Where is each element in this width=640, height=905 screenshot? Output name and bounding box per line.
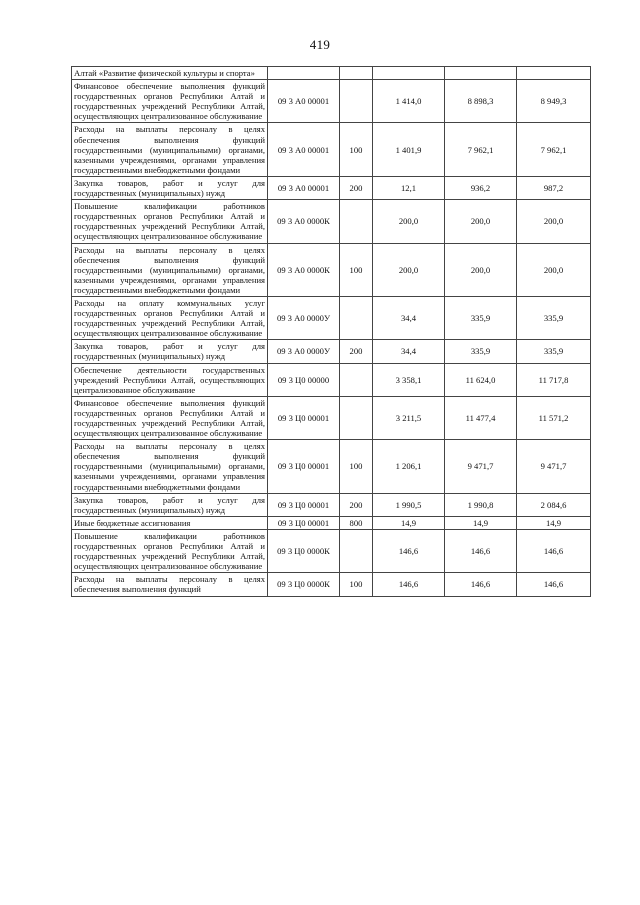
amount-year1-cell: 146,6 xyxy=(373,529,445,572)
amount-year1-cell: 1 401,9 xyxy=(373,123,445,176)
expense-type-code-cell: 100 xyxy=(340,440,373,493)
target-code-cell: 09 3 Ц0 0000К xyxy=(268,573,340,596)
target-code-cell: 09 3 Ц0 0000К xyxy=(268,529,340,572)
expense-type-code-cell xyxy=(340,396,373,439)
expense-type-code-cell: 100 xyxy=(340,573,373,596)
table-row xyxy=(72,340,591,363)
expense-name-cell: Иные бюджетные ассигнования xyxy=(72,516,268,529)
amount-year1-cell: 3 358,1 xyxy=(373,363,445,396)
amount-year1-cell: 200,0 xyxy=(373,200,445,243)
amount-year2-cell: 1 990,8 xyxy=(445,493,517,516)
table-row xyxy=(72,80,591,123)
table-row xyxy=(72,200,591,243)
table-row xyxy=(72,123,591,176)
page-number: 419 xyxy=(309,37,331,52)
amount-year2-cell: 936,2 xyxy=(445,176,517,199)
expense-name-cell: Закупка товаров, работ и услуг для государственных (муниципальных) нужд xyxy=(72,176,268,199)
amount-year3-cell: 335,9 xyxy=(517,340,591,363)
amount-year2-cell: 200,0 xyxy=(445,200,517,243)
amount-year3-cell: 11 571,2 xyxy=(517,396,591,439)
budget-table xyxy=(71,66,591,597)
expense-type-code-cell: 100 xyxy=(340,123,373,176)
amount-year2-cell: 200,0 xyxy=(445,243,517,296)
target-code-cell: 09 3 А0 0000К xyxy=(268,200,340,243)
table-row xyxy=(72,493,591,516)
table-row xyxy=(72,67,591,80)
expense-name-cell: Расходы на выплаты персоналу в целях обеспечения выполнения функций государственными (муниципальными) органами, казенными учреждениями, органами управления государственными внебюджетными фондами xyxy=(72,243,268,296)
amount-year3-cell: 987,2 xyxy=(517,176,591,199)
expense-type-code-cell: 800 xyxy=(340,516,373,529)
amount-year1-cell: 1 206,1 xyxy=(373,440,445,493)
amount-year2-cell: 7 962,1 xyxy=(445,123,517,176)
target-code-cell: 09 3 А0 00001 xyxy=(268,176,340,199)
expense-name-cell: Повышение квалификации работников государственных органов Республики Алтай и государственных учреждений Республики Алтай, осуществляющих централизованное обслуживание xyxy=(72,529,268,572)
table-row xyxy=(72,396,591,439)
amount-year2-cell: 146,6 xyxy=(445,573,517,596)
expense-name-cell: Финансовое обеспечение выполнения функций государственных органов Республики Алтай и государственных учреждений Республики Алтай, осуществляющих централизованное обслуживание xyxy=(72,80,268,123)
expense-name-cell: Расходы на выплаты персоналу в целях обеспечения выполнения функций государственными (муниципальными) органами, казенными учреждениями, органами управления государственными внебюджетными фондами xyxy=(72,440,268,493)
target-code-cell: 09 3 Ц0 00000 xyxy=(268,363,340,396)
target-code-cell: 09 3 А0 00001 xyxy=(268,123,340,176)
target-code-cell: 09 3 Ц0 00001 xyxy=(268,516,340,529)
amount-year3-cell: 2 084,6 xyxy=(517,493,591,516)
expense-type-code-cell: 200 xyxy=(340,493,373,516)
budget-table-body xyxy=(72,67,591,597)
table-row xyxy=(72,176,591,199)
expense-name-cell: Обеспечение деятельности государственных учреждений Республики Алтай, осуществляющих централизованное обслуживание xyxy=(72,363,268,396)
amount-year1-cell: 34,4 xyxy=(373,340,445,363)
amount-year1-cell: 200,0 xyxy=(373,243,445,296)
target-code-cell xyxy=(268,67,340,80)
amount-year2-cell: 335,9 xyxy=(445,296,517,339)
amount-year2-cell xyxy=(445,67,517,80)
target-code-cell: 09 3 А0 0000У xyxy=(268,340,340,363)
amount-year1-cell: 34,4 xyxy=(373,296,445,339)
amount-year3-cell: 11 717,8 xyxy=(517,363,591,396)
table-row xyxy=(72,296,591,339)
expense-type-code-cell xyxy=(340,296,373,339)
amount-year3-cell: 8 949,3 xyxy=(517,80,591,123)
amount-year3-cell: 14,9 xyxy=(517,516,591,529)
expense-name-cell: Закупка товаров, работ и услуг для государственных (муниципальных) нужд xyxy=(72,493,268,516)
amount-year2-cell: 11 624,0 xyxy=(445,363,517,396)
amount-year3-cell: 200,0 xyxy=(517,200,591,243)
table-row xyxy=(72,573,591,596)
amount-year3-cell: 9 471,7 xyxy=(517,440,591,493)
amount-year3-cell xyxy=(517,67,591,80)
target-code-cell: 09 3 Ц0 00001 xyxy=(268,396,340,439)
expense-type-code-cell xyxy=(340,67,373,80)
amount-year1-cell: 146,6 xyxy=(373,573,445,596)
target-code-cell: 09 3 Ц0 00001 xyxy=(268,493,340,516)
expense-name-cell: Закупка товаров, работ и услуг для государственных (муниципальных) нужд xyxy=(72,340,268,363)
expense-name-cell: Расходы на оплату коммунальных услуг государственных органов Республики Алтай и государственных учреждений Республики Алтай, осуществляющих централизованное обслуживание xyxy=(72,296,268,339)
amount-year3-cell: 146,6 xyxy=(517,573,591,596)
expense-type-code-cell: 100 xyxy=(340,243,373,296)
amount-year2-cell: 8 898,3 xyxy=(445,80,517,123)
expense-name-cell: Повышение квалификации работников государственных органов Республики Алтай и государственных учреждений Республики Алтай, осуществляющих централизованное обслуживание xyxy=(72,200,268,243)
target-code-cell: 09 3 Ц0 00001 xyxy=(268,440,340,493)
table-row xyxy=(72,363,591,396)
expense-name-cell: Расходы на выплаты персоналу в целях обеспечения выполнения функций государственными (муниципальными) органами, казенными учреждениями, органами управления государственными внебюджетными фондами xyxy=(72,123,268,176)
expense-name-cell: Финансовое обеспечение выполнения функций государственных органов Республики Алтай и государственных учреждений Республики Алтай, осуществляющих централизованное обслуживание xyxy=(72,396,268,439)
amount-year2-cell: 9 471,7 xyxy=(445,440,517,493)
amount-year1-cell: 14,9 xyxy=(373,516,445,529)
amount-year1-cell: 1 414,0 xyxy=(373,80,445,123)
amount-year1-cell: 12,1 xyxy=(373,176,445,199)
amount-year2-cell: 335,9 xyxy=(445,340,517,363)
expense-type-code-cell xyxy=(340,529,373,572)
amount-year3-cell: 146,6 xyxy=(517,529,591,572)
amount-year1-cell xyxy=(373,67,445,80)
expense-name-cell: Алтай «Развитие физической культуры и спорта» xyxy=(72,67,268,80)
expense-name-cell: Расходы на выплаты персоналу в целях обеспечения выполнения функций xyxy=(72,573,268,596)
table-row xyxy=(72,243,591,296)
table-row xyxy=(72,516,591,529)
table-row xyxy=(72,529,591,572)
target-code-cell: 09 3 А0 0000К xyxy=(268,243,340,296)
amount-year2-cell: 146,6 xyxy=(445,529,517,572)
expense-type-code-cell: 200 xyxy=(340,340,373,363)
amount-year2-cell: 14,9 xyxy=(445,516,517,529)
amount-year3-cell: 7 962,1 xyxy=(517,123,591,176)
expense-type-code-cell xyxy=(340,363,373,396)
amount-year3-cell: 200,0 xyxy=(517,243,591,296)
expense-type-code-cell xyxy=(340,80,373,123)
amount-year3-cell: 335,9 xyxy=(517,296,591,339)
target-code-cell: 09 3 А0 00001 xyxy=(268,80,340,123)
amount-year1-cell: 3 211,5 xyxy=(373,396,445,439)
target-code-cell: 09 3 А0 0000У xyxy=(268,296,340,339)
expense-type-code-cell xyxy=(340,200,373,243)
expense-type-code-cell: 200 xyxy=(340,176,373,199)
amount-year1-cell: 1 990,5 xyxy=(373,493,445,516)
table-row xyxy=(72,440,591,493)
amount-year2-cell: 11 477,4 xyxy=(445,396,517,439)
